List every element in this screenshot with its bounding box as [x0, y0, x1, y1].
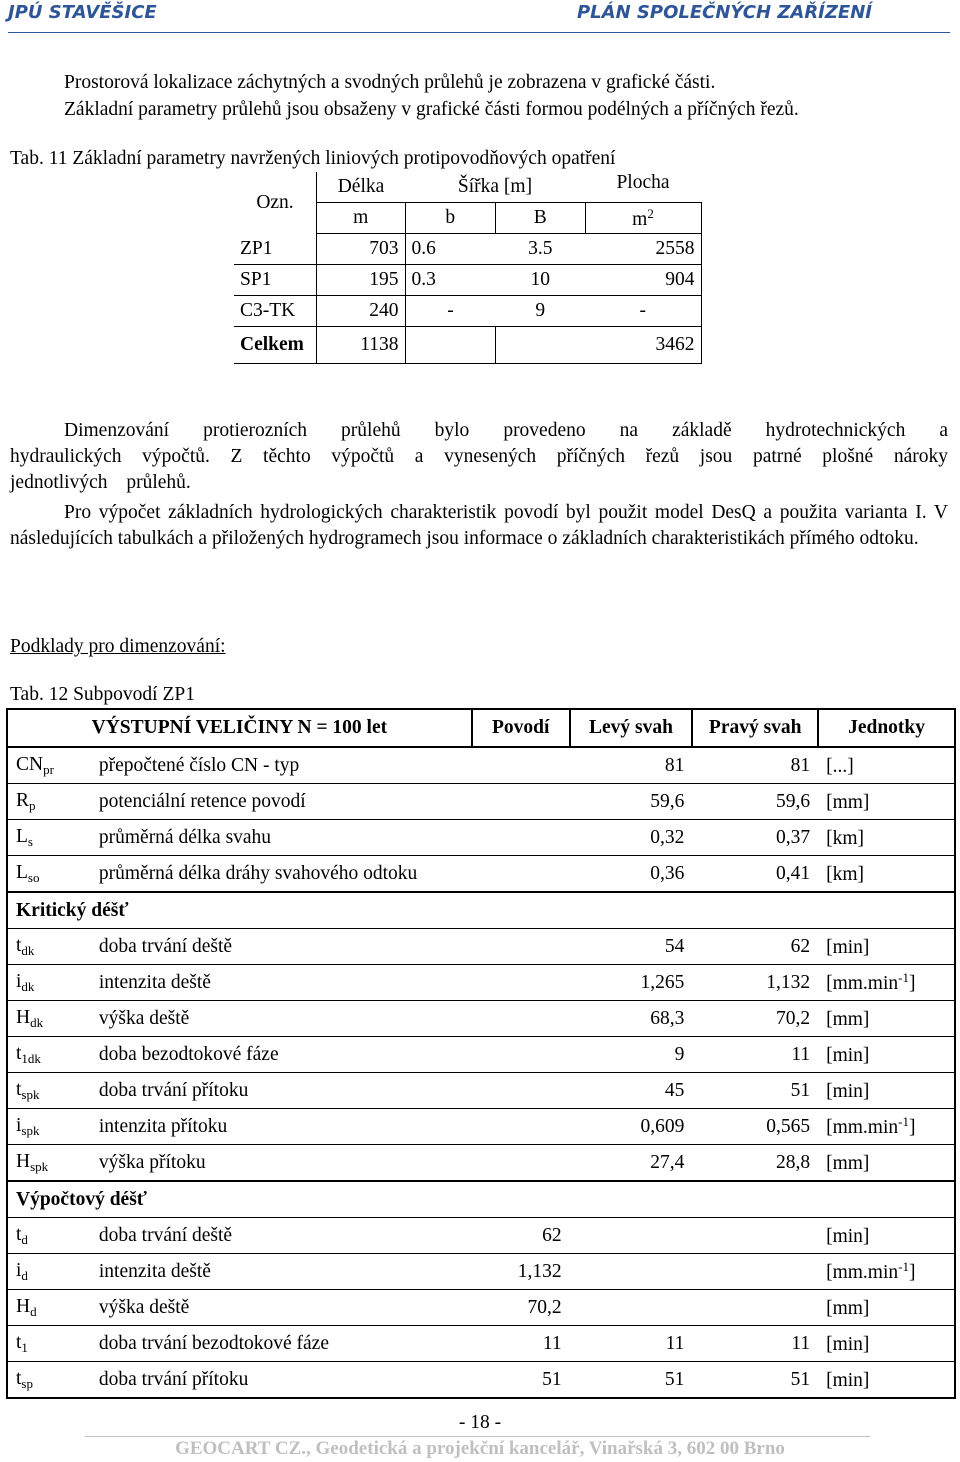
t12-row: [7, 820, 955, 856]
t12-symbol-sub: dk: [21, 942, 35, 958]
t12-cell-unit: [818, 1290, 955, 1326]
t12-cell-desc: doba trvání deště: [91, 1218, 472, 1254]
t12-cell-symbol: [7, 1145, 91, 1182]
paragraph-vypocet-text: Pro výpočet základních hydrologických charakteristik povodí byl použit model DesQ a použita varianta I. V následujících tabulkách a přiložených hydrogramech jsou informace o základních charakteristikách přímého odtoku.: [10, 502, 948, 549]
t12-cell-pravy: 0,37: [692, 820, 818, 856]
t12-cell-levy: 59,6: [570, 784, 693, 820]
t12-symbol-sub: d: [21, 1267, 28, 1283]
t12-unit-sup: -1: [898, 1114, 909, 1129]
t12-symbol-sub: pr: [43, 761, 54, 777]
t12-unit: [mm.min: [826, 973, 899, 994]
footer: GEOCART CZ., Geodetická a projekční kancelář, Vinařská 3, 602 00 Brno: [175, 1438, 785, 1459]
t12-section-kriticky-label: Kritický déšť: [7, 892, 955, 929]
t12-cell-levy: 54: [570, 929, 693, 965]
t12-unit-close: ]: [908, 1117, 916, 1138]
t12-cell-desc: výška deště: [91, 1290, 472, 1326]
t12-row: [7, 965, 955, 1001]
t12-unit-sup: -1: [898, 970, 909, 985]
t11-cell-B: 3.5: [496, 234, 585, 265]
t12-symbol-sub: d: [30, 1303, 37, 1319]
t12-symbol: i: [16, 1259, 22, 1281]
t12-row: [7, 1037, 955, 1073]
t12-cell-unit: [818, 1073, 955, 1109]
t12-cell-desc: průměrná délka svahu: [91, 820, 472, 856]
t11-cell-ozn: C3-TK: [234, 296, 317, 327]
t11-total-empty: [405, 327, 496, 364]
t11-cell-B: 9: [496, 296, 585, 327]
t12-cell-levy: [570, 1290, 693, 1326]
t12-symbol: i: [16, 970, 22, 992]
t12-unit: [min]: [826, 1370, 870, 1391]
t12-row: [7, 784, 955, 820]
t12-cell-levy: 81: [570, 747, 693, 784]
t11-head-B: B: [496, 203, 585, 234]
t12-row: [7, 1001, 955, 1037]
t11-cell-delka: 703: [317, 234, 406, 265]
t12-symbol-sub: d: [21, 1231, 28, 1247]
t12-cell-unit: [818, 784, 955, 820]
t12-row: [7, 1145, 955, 1182]
t11-total-empty2: [496, 327, 585, 364]
t11-row: [234, 265, 701, 296]
t11-cell-b: 0.6: [405, 234, 496, 265]
t12-cell-symbol: [7, 856, 91, 893]
t12-cell-levy: 0,32: [570, 820, 693, 856]
t12-cell-levy: 45: [570, 1073, 693, 1109]
t12-cell-unit: [818, 856, 955, 893]
t12-symbol: H: [16, 1295, 31, 1317]
t12-row: [7, 1254, 955, 1290]
t12-symbol-sub: spk: [30, 1158, 49, 1174]
t12-cell-levy: [570, 1254, 693, 1290]
t12-group-kriticky: [7, 929, 955, 1182]
t12-cell-povodi: [472, 820, 570, 856]
t12-cell-levy: 9: [570, 1037, 693, 1073]
t12-cell-unit: [818, 1109, 955, 1145]
t12-cell-pravy: 1,132: [692, 965, 818, 1001]
t12-head-pravy: Pravý svah: [692, 709, 818, 747]
t11-head-b: b: [405, 203, 496, 234]
t12-cell-desc: doba bezodtokové fáze: [91, 1037, 472, 1073]
t12-cell-pravy: 0,41: [692, 856, 818, 893]
t12-unit: [mm.min: [826, 1117, 899, 1138]
t12-row: [7, 929, 955, 965]
t12-cell-povodi: [472, 1073, 570, 1109]
t12-row: [7, 1290, 955, 1326]
t12-symbol: t: [16, 1367, 22, 1389]
t12-cell-povodi: [472, 747, 570, 784]
t12-cell-symbol: [7, 965, 91, 1001]
t12-cell-desc: doba trvání přítoku: [91, 1073, 472, 1109]
t12-cell-unit: [818, 1145, 955, 1182]
t12-section-kriticky: [7, 892, 955, 929]
t12-symbol-sub: p: [29, 797, 36, 813]
t12-cell-levy: 51: [570, 1362, 693, 1399]
t11-cell-B: 10: [496, 265, 585, 296]
t12-cell-pravy: [692, 1218, 818, 1254]
t12-cell-unit: [818, 965, 955, 1001]
t12-cell-levy: 0,609: [570, 1109, 693, 1145]
t12-unit: [...]: [826, 756, 854, 777]
t12-row: [7, 856, 955, 893]
t12-cell-desc: přepočtené číslo CN - typ: [91, 747, 472, 784]
t12-row: [7, 1326, 955, 1362]
t12-symbol: t: [16, 934, 22, 956]
t12-symbol-sub: sp: [21, 1375, 33, 1391]
t11-head-m: m: [317, 203, 406, 234]
t12-symbol: CN: [16, 753, 44, 775]
t12-cell-unit: [818, 1326, 955, 1362]
header-right: PLÁN SPOLEČNÝCH ZAŘÍZENÍ: [576, 2, 872, 23]
t11-head-delka: Délka: [317, 172, 406, 203]
t12-cell-pravy: 51: [692, 1073, 818, 1109]
t12-group-vypoctovy: [7, 1218, 955, 1399]
t12-cell-symbol: [7, 1290, 91, 1326]
t12-cell-symbol: [7, 784, 91, 820]
t12-header-row: [7, 709, 955, 747]
t12-symbol-sub: spk: [21, 1086, 40, 1102]
intro-line-2: Základní parametry průlehů jsou obsaženy v grafické části formou podélných a příčných řezů.: [64, 99, 799, 120]
t12-unit: [km]: [826, 828, 864, 849]
t12-cell-pravy: 51: [692, 1362, 818, 1399]
t12-cell-unit: [818, 747, 955, 784]
t12-cell-symbol: [7, 1109, 91, 1145]
t12-unit: [min]: [826, 1334, 870, 1355]
t12-cell-pravy: 62: [692, 929, 818, 965]
t11-head-ozn: Ozn.: [234, 172, 317, 234]
t12-cell-povodi: [472, 1109, 570, 1145]
t12-cell-povodi: [472, 1037, 570, 1073]
t12-cell-desc: doba trvání přítoku: [91, 1362, 472, 1399]
t12-cell-povodi: 70,2: [472, 1290, 570, 1326]
t11-row: [234, 296, 701, 327]
t11-head-sirka: Šířka [m]: [405, 172, 585, 203]
t12-symbol-sub: so: [27, 869, 40, 885]
t12-section-vypoctovy-label: Výpočtový déšť: [7, 1181, 955, 1218]
table11-caption: Tab. 11 Základní parametry navržených liniových protipovodňových opatření: [10, 148, 616, 169]
t12-head-vystup: VÝSTUPNÍ VELIČINY N = 100 let: [7, 709, 472, 747]
t11-cell-delka: 195: [317, 265, 406, 296]
t11-cell-ozn: ZP1: [234, 234, 317, 265]
t12-cell-symbol: [7, 747, 91, 784]
t12-cell-symbol: [7, 929, 91, 965]
intro-line-1: Prostorová lokalizace záchytných a svodných průlehů je zobrazena v grafické části.: [64, 72, 716, 93]
t12-symbol: i: [16, 1114, 22, 1136]
t12-symbol: H: [16, 1006, 31, 1028]
t12-unit-close: ]: [908, 1262, 916, 1283]
t12-cell-levy: 68,3: [570, 1001, 693, 1037]
t12-row: [7, 1362, 955, 1399]
t12-symbol: t: [16, 1331, 22, 1353]
table12-caption: Tab. 12 Subpovodí ZP1: [10, 684, 195, 705]
t12-cell-unit: [818, 1218, 955, 1254]
t12-cell-desc: výška deště: [91, 1001, 472, 1037]
t12-cell-pravy: 70,2: [692, 1001, 818, 1037]
t12-cell-povodi: 51: [472, 1362, 570, 1399]
t12-symbol: t: [16, 1078, 22, 1100]
t12-cell-povodi: [472, 929, 570, 965]
t12-unit: [min]: [826, 1081, 870, 1102]
t11-cell-plocha: 2558: [585, 234, 701, 265]
t12-symbol-sub: dk: [21, 978, 35, 994]
t12-cell-desc: průměrná délka dráhy svahového odtoku: [91, 856, 472, 893]
t12-cell-symbol: [7, 1218, 91, 1254]
t12-unit-close: ]: [908, 973, 916, 994]
t12-cell-povodi: [472, 1145, 570, 1182]
table-12: [6, 708, 956, 1399]
t12-cell-pravy: 28,8: [692, 1145, 818, 1182]
t12-cell-desc: intenzita deště: [91, 1254, 472, 1290]
t12-cell-symbol: [7, 1254, 91, 1290]
t12-symbol-sub: s: [27, 833, 33, 849]
t11-cell-delka: 240: [317, 296, 406, 327]
t12-row: [7, 1218, 955, 1254]
t12-cell-desc: výška přítoku: [91, 1145, 472, 1182]
t12-cell-levy: [570, 1218, 693, 1254]
t11-cell-b: -: [405, 296, 496, 327]
t12-cell-desc: potenciální retence povodí: [91, 784, 472, 820]
t12-cell-desc: intenzita přítoku: [91, 1109, 472, 1145]
t11-total-delka: 1138: [317, 327, 406, 364]
t11-head-m2: [585, 203, 701, 234]
t12-section-vypoctovy: [7, 1181, 955, 1218]
t12-cell-symbol: [7, 1362, 91, 1399]
t12-unit: [min]: [826, 1226, 870, 1247]
t12-symbol-sub: dk: [30, 1014, 44, 1030]
t12-head-povodi: Povodí: [472, 709, 570, 747]
t12-cell-unit: [818, 929, 955, 965]
t12-cell-povodi: [472, 965, 570, 1001]
t12-head-jednotky: Jednotky: [818, 709, 955, 747]
t12-row: [7, 1073, 955, 1109]
t12-head-levy: Levý svah: [570, 709, 693, 747]
t12-unit: [mm]: [826, 792, 870, 813]
t11-total-row: [234, 327, 701, 364]
t12-symbol: H: [16, 1150, 31, 1172]
t12-cell-symbol: [7, 1326, 91, 1362]
t11-cell-ozn: SP1: [234, 265, 317, 296]
table-11: [234, 172, 702, 364]
t12-cell-povodi: 11: [472, 1326, 570, 1362]
header-rule: [8, 32, 950, 33]
t11-row: [234, 234, 701, 265]
t12-symbol: t: [16, 1223, 22, 1245]
t11-cell-plocha: 904: [585, 265, 701, 296]
t12-cell-levy: 11: [570, 1326, 693, 1362]
t12-cell-levy: 0,36: [570, 856, 693, 893]
t12-symbol: L: [16, 825, 28, 847]
t12-unit: [min]: [826, 937, 870, 958]
t12-unit: [mm]: [826, 1153, 870, 1174]
t11-total-plocha: 3462: [585, 327, 701, 364]
t12-symbol-sub: 1: [21, 1339, 28, 1355]
t11-cell-plocha: -: [585, 296, 701, 327]
t12-cell-pravy: 11: [692, 1037, 818, 1073]
t12-symbol-sub: 1dk: [21, 1050, 41, 1066]
t12-cell-desc: doba trvání deště: [91, 929, 472, 965]
t12-unit: [min]: [826, 1045, 870, 1066]
t11-head-m2-sup: 2: [647, 205, 654, 221]
t12-cell-desc: doba trvání bezodtokové fáze: [91, 1326, 472, 1362]
t12-cell-pravy: [692, 1254, 818, 1290]
paragraph-vypocet: [10, 500, 948, 552]
t12-unit: [mm]: [826, 1009, 870, 1030]
t12-cell-pravy: [692, 1290, 818, 1326]
t11-cell-b: 0.3: [405, 265, 496, 296]
t12-cell-pravy: 59,6: [692, 784, 818, 820]
t12-cell-desc: intenzita deště: [91, 965, 472, 1001]
t11-head-m2-base: m: [632, 208, 648, 230]
t12-cell-unit: [818, 1254, 955, 1290]
t12-cell-levy: 1,265: [570, 965, 693, 1001]
t12-unit: [mm.min: [826, 1262, 899, 1283]
t12-cell-symbol: [7, 1037, 91, 1073]
t12-cell-povodi: [472, 856, 570, 893]
t12-cell-povodi: 1,132: [472, 1254, 570, 1290]
t12-unit: [mm]: [826, 1298, 870, 1319]
paragraph-dimenzovani: [10, 418, 948, 496]
paragraph-dimenzovani-text: Dimenzování protierozních průlehů bylo provedeno na základě hydrotechnických a hydraulických výpočtů. Z těchto výpočtů a vynesených příčných řezů jsou patrné plošné nároky jednotlivých průlehů.: [10, 420, 948, 493]
t12-cell-povodi: 62: [472, 1218, 570, 1254]
t12-cell-pravy: 11: [692, 1326, 818, 1362]
t12-cell-symbol: [7, 1001, 91, 1037]
t12-unit-sup: -1: [898, 1259, 909, 1274]
t12-cell-povodi: [472, 1001, 570, 1037]
t12-symbol: R: [16, 789, 30, 811]
podklady-heading: Podklady pro dimenzování:: [10, 636, 226, 657]
t11-total-label: Celkem: [234, 327, 317, 364]
t12-cell-unit: [818, 1362, 955, 1399]
footer-rule: [85, 1436, 870, 1437]
t12-symbol-sub: spk: [21, 1122, 40, 1138]
t12-cell-povodi: [472, 784, 570, 820]
t12-row: [7, 1109, 955, 1145]
t12-cell-pravy: 0,565: [692, 1109, 818, 1145]
t12-cell-pravy: 81: [692, 747, 818, 784]
t12-row: [7, 747, 955, 784]
t11-head-plocha: Plocha: [585, 172, 701, 203]
t12-cell-levy: 27,4: [570, 1145, 693, 1182]
t12-unit: [km]: [826, 864, 864, 885]
t12-symbol: L: [16, 861, 28, 883]
t12-symbol: t: [16, 1042, 22, 1064]
t12-cell-unit: [818, 1001, 955, 1037]
page-number: - 18 -: [458, 1412, 502, 1433]
t12-group-basic: [7, 747, 955, 892]
header-left: JPÚ STAVĚŠICE: [8, 2, 157, 23]
t12-cell-unit: [818, 820, 955, 856]
t12-cell-symbol: [7, 820, 91, 856]
t12-cell-symbol: [7, 1073, 91, 1109]
t12-cell-unit: [818, 1037, 955, 1073]
